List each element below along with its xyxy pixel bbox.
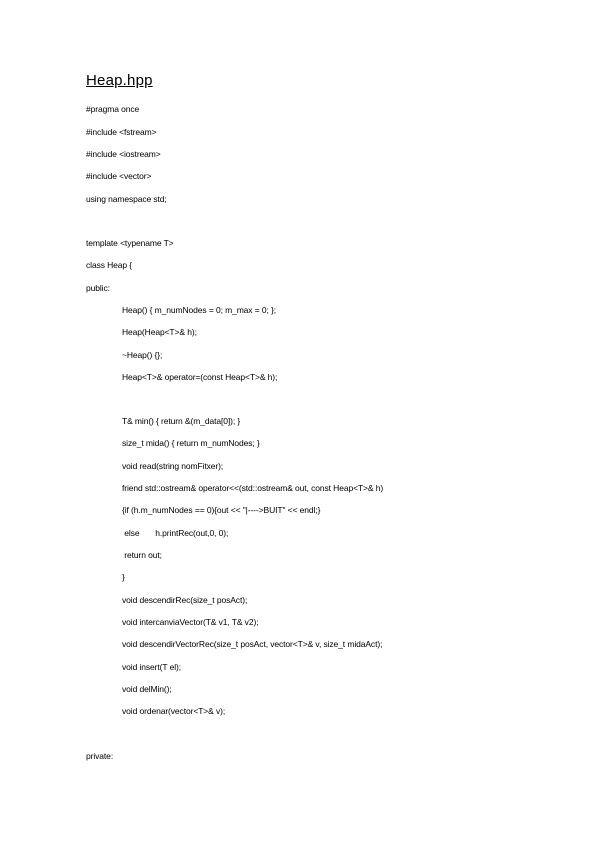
- code-line-include-iostream: #include <iostream>: [86, 149, 161, 159]
- code-line-insert: void insert(T el);: [122, 662, 181, 672]
- code-line-read: void read(string nomFitxer);: [122, 461, 224, 471]
- code-line-return-out: return out;: [122, 550, 162, 560]
- code-line-pragma: #pragma once: [86, 104, 140, 114]
- code-line-else: else h.printRec(out,0, 0);: [122, 528, 229, 538]
- code-line-template: template <typename T>: [86, 238, 174, 248]
- code-line-class: class Heap {: [86, 260, 133, 270]
- code-line-intercanvia-vector: void intercanviaVector(T& v1, T& v2);: [122, 617, 259, 627]
- code-line-descendir-vector-rec: void descendirVectorRec(size_t posAct, vector<T>& v, size_t midaAct);: [122, 639, 383, 649]
- code-line-copy-constructor: Heap(Heap<T>& h);: [122, 327, 197, 337]
- code-line-del-min: void delMin();: [122, 684, 172, 694]
- code-line-descendir-rec: void descendirRec(size_t posAct);: [122, 595, 248, 605]
- code-line-friend-operator: friend std::ostream& operator<<(std::ostream& out, const Heap<T>& h): [122, 483, 384, 493]
- code-line-include-fstream: #include <fstream>: [86, 127, 157, 137]
- code-line-ordenar: void ordenar(vector<T>& v);: [122, 706, 226, 716]
- document-title: Heap.hpp: [86, 72, 153, 89]
- code-line-include-vector: #include <vector>: [86, 171, 152, 181]
- code-line-private: private:: [86, 751, 114, 761]
- code-line-destructor: ~Heap() {};: [122, 350, 163, 360]
- code-line-assignment-operator: Heap<T>& operator=(const Heap<T>& h);: [122, 372, 278, 382]
- code-line-if-empty: {if (h.m_numNodes == 0){out << "|---->BUIT" << endl;}: [122, 505, 321, 515]
- code-line-close-brace: }: [122, 572, 125, 582]
- code-line-using-namespace: using namespace std;: [86, 194, 167, 204]
- code-line-public: public:: [86, 283, 110, 293]
- code-line-min: T& min() { return &(m_data[0]); }: [122, 416, 241, 426]
- code-line-mida: size_t mida() { return m_numNodes; }: [122, 438, 260, 448]
- code-line-constructor: Heap() { m_numNodes = 0; m_max = 0; };: [122, 305, 276, 315]
